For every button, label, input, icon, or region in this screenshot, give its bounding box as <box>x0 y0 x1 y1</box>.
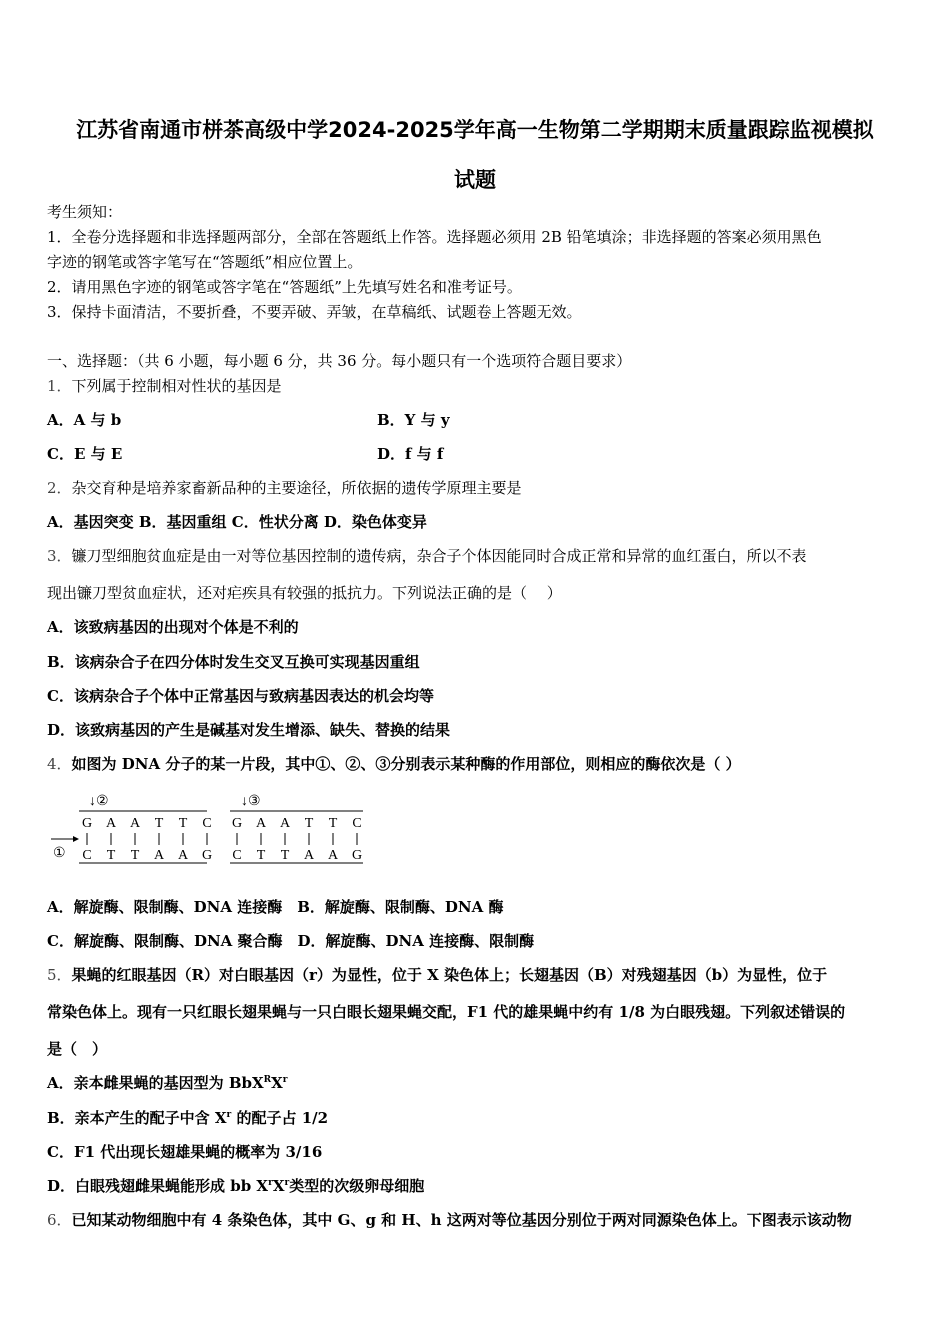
option-text: 的配子占 1/2 <box>231 1109 329 1127</box>
base-top: A <box>279 816 291 831</box>
arrow-head <box>73 836 79 842</box>
base-top: T <box>154 816 164 831</box>
site-mark-1: ① <box>53 846 66 861</box>
bases-right <box>232 816 362 863</box>
base-bottom: T <box>256 848 266 863</box>
bases-left <box>82 816 212 863</box>
base-top: T <box>304 816 314 831</box>
question-3 <box>47 546 807 566</box>
q5-option-a <box>47 1073 288 1093</box>
base-bottom: T <box>280 848 290 863</box>
notice-heading: 考生须知： <box>47 203 123 221</box>
question-number: 6． <box>47 1211 72 1229</box>
question-stem: 杂交育种是培养家畜新品种的主要途径，所依据的遗传学原理主要是 <box>71 479 522 497</box>
superscript: r <box>284 1178 290 1188</box>
q5-option-d <box>47 1176 424 1196</box>
q4-options-ab: A．解旋酶、限制酶、DNA 连接酶 B．解旋酶、限制酶、DNA 酶 <box>47 898 504 916</box>
question-2 <box>47 478 522 498</box>
q3-option-c <box>47 686 434 706</box>
q1-option-a: A．A 与 b <box>47 411 122 429</box>
notice-item-1-cont: 字迹的钢笔或答字笔写在“答题纸”相应位置上。 <box>47 253 363 271</box>
superscript: r <box>282 1075 288 1085</box>
q1-option-b: B．Y 与 y <box>377 411 450 429</box>
option-text: X <box>271 1074 283 1092</box>
option-text: 类型的次级卵母细胞 <box>289 1177 425 1195</box>
q1-option-c: C．E 与 E <box>47 445 123 463</box>
notice-item-1: 1．全卷分选择题和非选择题两部分，全部在答题纸上作答。选择题必须用 2B 铅笔填涂；非选择题的答案必须用黑色 <box>47 228 822 246</box>
base-top: A <box>129 816 141 831</box>
base-top: A <box>255 816 267 831</box>
question-stem: 已知某动物细胞中有 4 条染色体，其中 G、g 和 H、h 这两对等位基因分别位于两对同源染色体上。下图表示该动物 <box>71 1211 852 1229</box>
base-bottom: C <box>232 848 242 863</box>
section-heading: 一、选择题：（共 6 小题，每小题 6 分，共 36 分。每小题只有一个选项符合题目要求） <box>47 352 632 370</box>
q2-options: A．基因突变 B．基因重组 C．性状分离 D．染色体变异 <box>47 513 427 531</box>
base-top: G <box>231 816 243 831</box>
q3-option-d <box>47 720 450 740</box>
base-bottom: T <box>130 848 140 863</box>
page-title: 江苏省南通市栟茶高级中学2024-2025学年高一生物第二学期期末质量跟踪监视模拟 <box>76 118 874 142</box>
site-mark-2: ↓② <box>89 794 109 809</box>
base-top: T <box>178 816 188 831</box>
question-number: 1． <box>47 377 72 395</box>
option-text: A．亲本雌果蝇的基因型为 BbX <box>47 1074 264 1092</box>
page-title-line2: 试题 <box>454 168 496 192</box>
q5-option-c: C．F1 代出现长翅雄果蝇的概率为 3/16 <box>47 1143 323 1161</box>
question-5-cont2: 是（ ） <box>47 1040 108 1058</box>
question-3-cont: 现出镰刀型贫血症状，还对疟疾具有较强的抵抗力。下列说法正确的是（ ） <box>47 584 562 602</box>
question-stem: 镰刀型细胞贫血症是由一对等位基因控制的遗传病，杂合子个体因能同时合成正常和异常的血红蛋白，所以不表 <box>71 547 807 565</box>
question-stem: 如图为 DNA 分子的某一片段，其中①、②、③分别表示某种酶的作用部位，则相应的酶依次是（ ） <box>71 755 741 773</box>
option-text: C．该病杂合子个体中正常基因与致病基因表达的机会均等 <box>47 687 434 705</box>
option-text: D．白眼残翅雌果蝇能形成 bb X <box>47 1177 269 1195</box>
option-text: B．该病杂合子在四分体时发生交叉互换可实现基因重组 <box>47 653 420 671</box>
base-top: T <box>328 816 338 831</box>
dna-diagram-svg <box>45 787 375 877</box>
question-5 <box>47 965 827 985</box>
question-5-cont: 常染色体上。现有一只红眼长翅果蝇与一只白眼长翅果蝇交配，F1 代的雄果蝇中约有 1/8 为白眼残翅。下列叙述错误的 <box>47 1003 846 1021</box>
q3-option-a <box>47 617 299 637</box>
base-bottom: A <box>177 848 189 863</box>
question-number: 5． <box>47 966 72 984</box>
notice-item-2: 2．请用黑色字迹的钢笔或答字笔在“答题纸”上先填写姓名和准考证号。 <box>47 278 522 296</box>
base-top: C <box>352 816 362 831</box>
option-text: A．该致病基因的出现对个体是不利的 <box>47 618 299 636</box>
base-top: C <box>202 816 212 831</box>
question-stem: 下列属于控制相对性状的基因是 <box>71 377 282 395</box>
notice-item-3: 3．保持卡面清洁，不要折叠，不要弄破、弄皱，在草稿纸、试题卷上答题无效。 <box>47 303 582 321</box>
question-6 <box>47 1210 852 1230</box>
question-1 <box>47 376 282 396</box>
q3-option-b <box>47 652 420 672</box>
superscript: R <box>263 1075 272 1085</box>
q4-options-cd: C．解旋酶、限制酶、DNA 聚合酶 D．解旋酶、DNA 连接酶、限制酶 <box>47 932 535 950</box>
base-top: G <box>81 816 93 831</box>
q5-option-b <box>47 1108 328 1128</box>
question-number: 2． <box>47 479 72 497</box>
q1-option-d: D．f 与 f <box>377 445 444 463</box>
superscript: r <box>268 1178 273 1188</box>
base-bottom: A <box>303 848 315 863</box>
base-bottom: G <box>351 848 363 863</box>
base-bottom: A <box>153 848 165 863</box>
option-text: X <box>272 1177 285 1195</box>
option-text: B．亲本产生的配子中含 X <box>47 1109 227 1127</box>
question-4 <box>47 754 741 774</box>
option-text: D．该致病基因的产生是碱基对发生增添、缺失、替换的结果 <box>47 721 451 739</box>
question-number: 3． <box>47 547 72 565</box>
site-mark-3: ↓③ <box>241 794 261 809</box>
question-stem: 果蝇的红眼基因（R）对白眼基因（r）为显性，位于 X 染色体上；长翅基因（B）对残翅基因（b）为显性，位于 <box>71 966 828 984</box>
base-top: A <box>105 816 117 831</box>
base-bottom: A <box>327 848 339 863</box>
base-bottom: C <box>82 848 92 863</box>
base-bottom: T <box>106 848 116 863</box>
base-bottom: G <box>201 848 213 863</box>
question-number: 4． <box>47 755 72 773</box>
dna-diagram <box>45 787 375 881</box>
superscript: r <box>226 1110 232 1120</box>
